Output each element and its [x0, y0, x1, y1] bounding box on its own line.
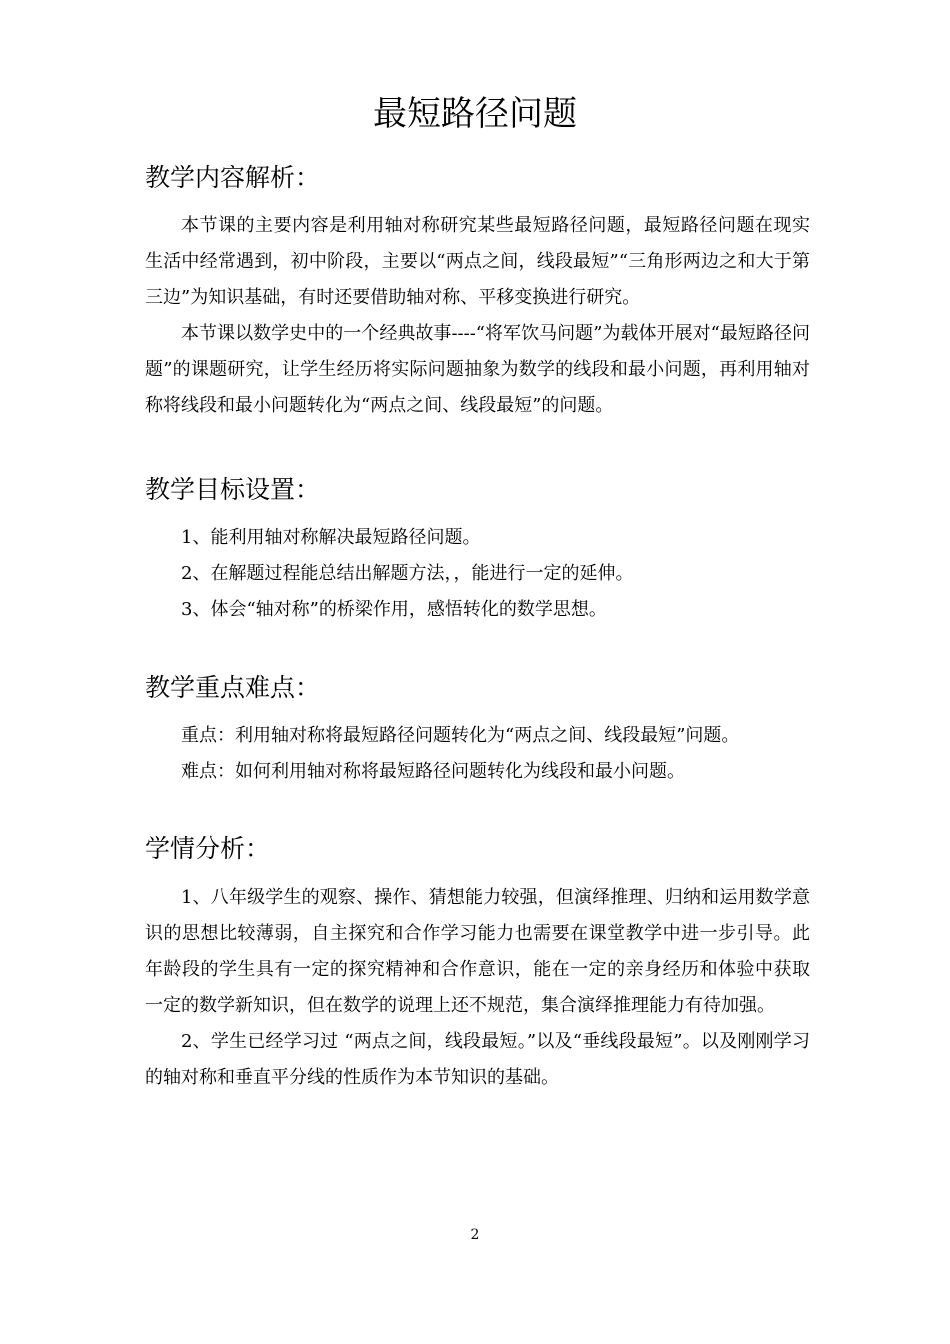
list-item: 3、体会“轴对称”的桥梁作用，感悟转化的数学思想。	[181, 599, 607, 620]
student-analysis-body	[145, 880, 810, 1096]
paragraph: 本节课的主要内容是利用轴对称研究某些最短路径问题，最短路径问题在现实生活中经常遇到，初中阶段，主要以“两点之间，线段最短”“三角形两边之和大于第三边”为知识基础，有时还要借助轴对称、平移变换进行研究。	[145, 215, 810, 308]
heading-student-analysis: 学情分析：	[145, 834, 271, 863]
list-item: 重点：利用轴对称将最短路径问题转化为“两点之间、线段最短”问题。	[181, 725, 740, 746]
list-item: 难点：如何利用轴对称将最短路径问题转化为线段和最小问题。	[181, 761, 685, 782]
page-number: 2	[470, 1227, 480, 1243]
key-points-list	[181, 718, 811, 790]
paragraph: 1、八年级学生的观察、操作、猜想能力较强，但演绎推理、归纳和运用数学意识的思想比较薄弱，自主探究和合作学习能力也需要在课堂教学中进一步引导。此年龄段的学生具有一定的探究精神和合作意识，能在一定的亲身经历和体验中获取一定的数学新知识，但在数学的说理上还不规范，集合演绎推理能力有待加强。	[145, 887, 810, 1016]
page-title: 最短路径问题	[373, 94, 577, 134]
heading-objectives: 教学目标设置：	[145, 475, 321, 504]
heading-key-points: 教学重点难点：	[145, 673, 321, 702]
paragraph: 2、学生已经学习过 “两点之间，线段最短。”以及“垂线段最短”。以及刚刚学习的轴对称和垂直平分线的性质作为本节知识的基础。	[145, 1031, 810, 1088]
paragraph: 本节课以数学史中的一个经典故事----“将军饮马问题”为载体开展对“最短路径问题”的课题研究，让学生经历将实际问题抽象为数学的线段和最小问题，再利用轴对称将线段和最小问题转化为“两点之间、线段最短”的问题。	[145, 323, 810, 416]
content-analysis-body	[145, 208, 810, 424]
list-item: 1、能利用轴对称解决最短路径问题。	[181, 527, 481, 548]
list-item: 2、在解题过程能总结出解题方法，，能进行一定的延伸。	[181, 563, 634, 584]
objectives-list	[181, 520, 811, 628]
heading-content-analysis: 教学内容解析：	[145, 163, 321, 192]
